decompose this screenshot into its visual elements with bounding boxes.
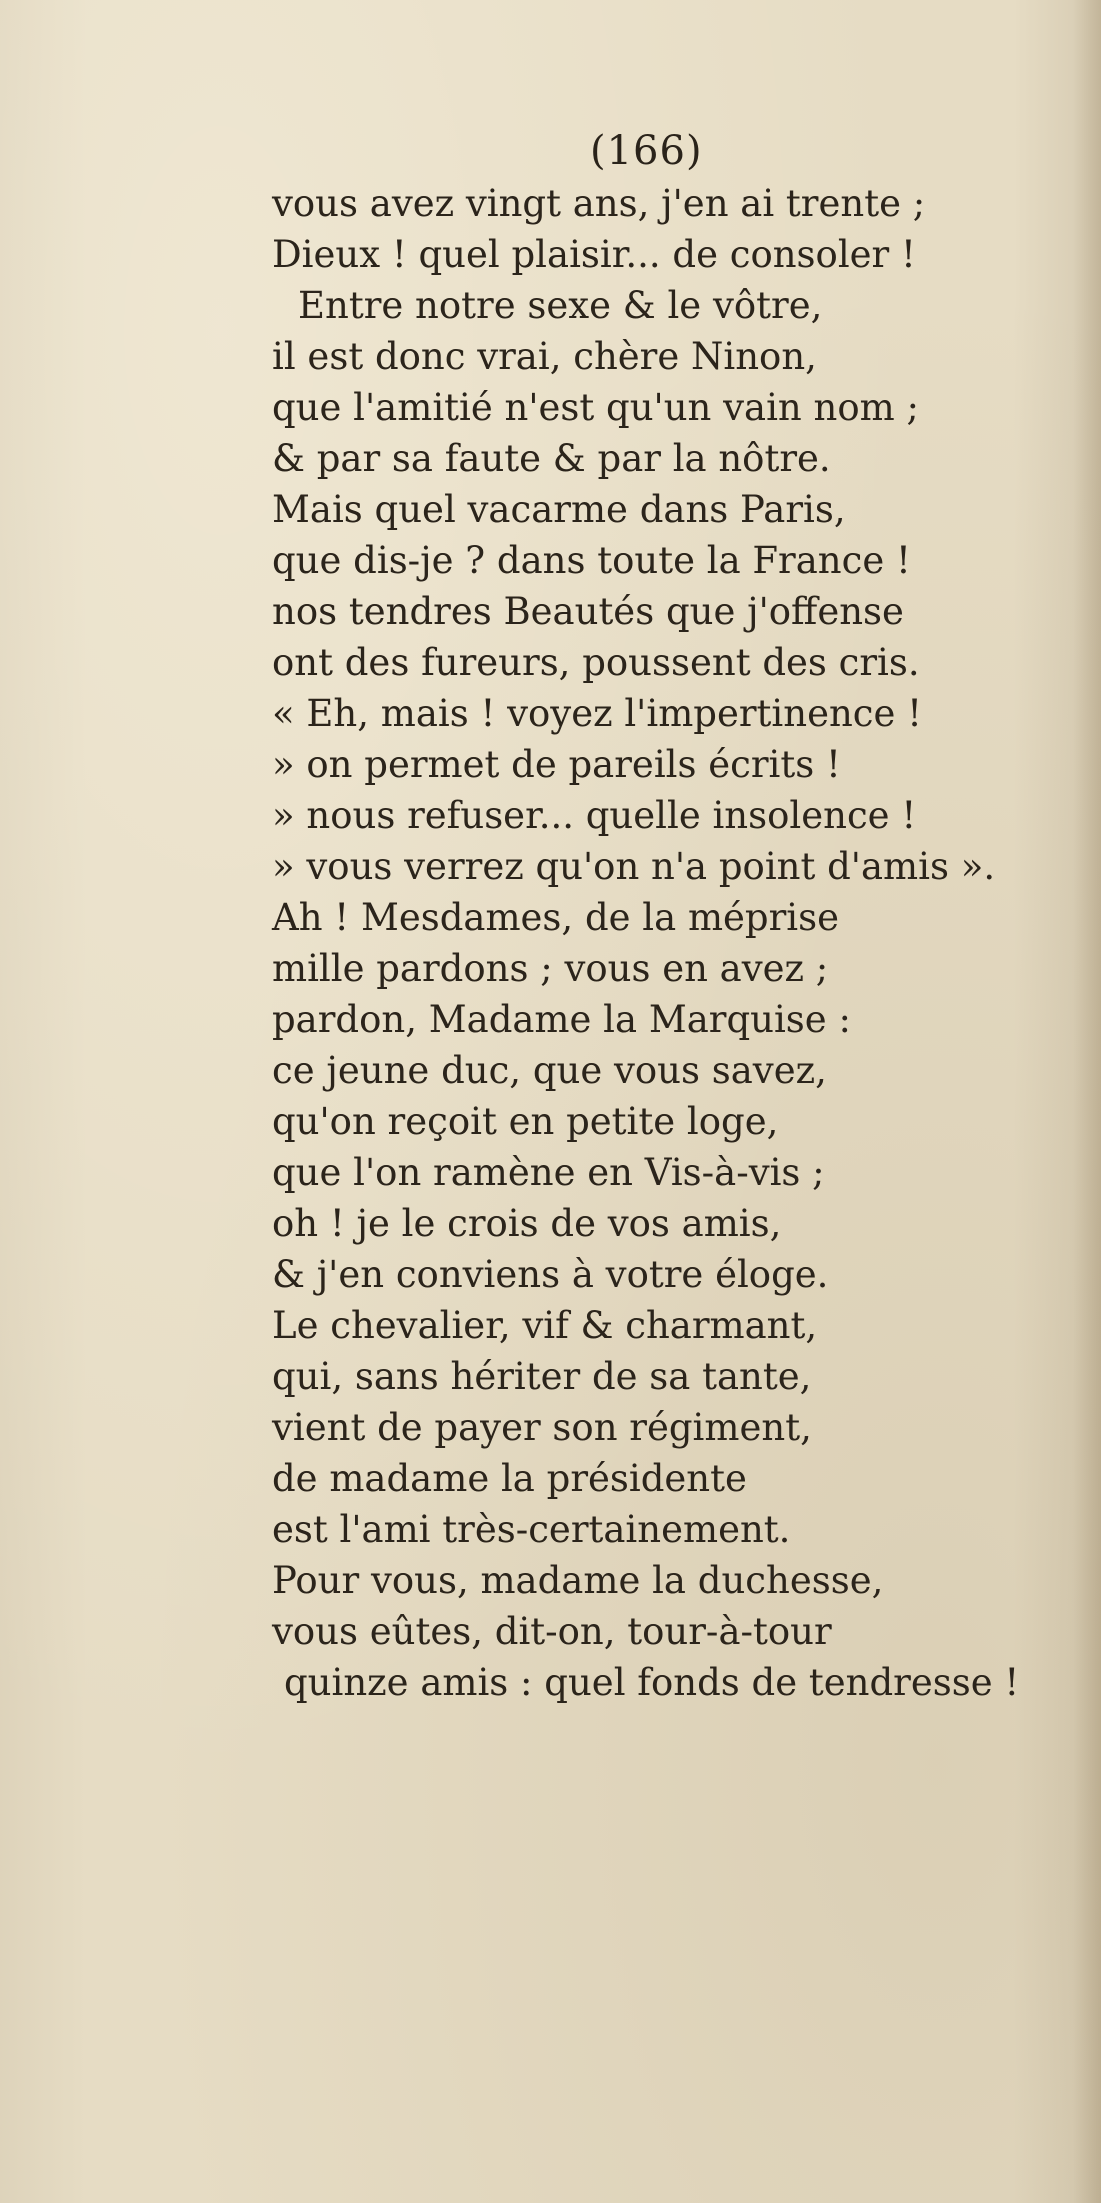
verse-line: vous avez vingt ans, j'en ai trente ; <box>272 182 926 225</box>
verse-line: vient de payer son régiment, <box>272 1406 812 1449</box>
verse-line: quinze amis : quel fonds de tendresse ! <box>284 1661 1020 1704</box>
verse-line: oh ! je le crois de vos amis, <box>272 1202 782 1245</box>
verse-line: est l'ami très-certainement. <box>272 1508 791 1551</box>
verse-line: que l'amitié n'est qu'un vain nom ; <box>272 386 919 429</box>
verse-line: ce jeune duc, que vous savez, <box>272 1049 827 1092</box>
verse-line: » vous verrez qu'on n'a point d'amis ». <box>272 845 996 888</box>
verse-line: que dis-je ? dans toute la France ! <box>272 539 911 582</box>
verse-line: Ah ! Mesdames, de la méprise <box>272 896 840 939</box>
verse-line: il est donc vrai, chère Ninon, <box>272 335 817 378</box>
verse-line: » nous refuser... quelle insolence ! <box>272 794 917 837</box>
verse-line: Pour vous, madame la duchesse, <box>272 1559 884 1602</box>
verse-line: qu'on reçoit en petite loge, <box>272 1100 779 1143</box>
verse-line: pardon, Madame la Marquise : <box>272 998 851 1041</box>
verse-line: » on permet de pareils écrits ! <box>272 743 841 786</box>
verse-line: « Eh, mais ! voyez l'impertinence ! <box>272 692 923 735</box>
verse-line: & par sa faute & par la nôtre. <box>272 437 831 480</box>
verse-line: Mais quel vacarme dans Paris, <box>272 488 846 531</box>
verse-line: & j'en conviens à votre éloge. <box>272 1253 829 1296</box>
verse-line: vous eûtes, dit-on, tour-à-tour <box>272 1610 832 1653</box>
page-edge-shadow <box>1073 0 1101 2203</box>
verse-line: ont des fureurs, poussent des cris. <box>272 641 920 684</box>
verse-line: Dieux ! quel plaisir... de consoler ! <box>272 233 916 276</box>
verse-line: de madame la présidente <box>272 1457 747 1500</box>
page-number: (166) <box>590 128 703 174</box>
verse-line: que l'on ramène en Vis-à-vis ; <box>272 1151 825 1194</box>
verse-line: Entre notre sexe & le vôtre, <box>298 284 823 327</box>
verse-line: Le chevalier, vif & charmant, <box>272 1304 818 1347</box>
verse-line: qui, sans hériter de sa tante, <box>272 1355 812 1398</box>
verse-line: mille pardons ; vous en avez ; <box>272 947 829 990</box>
verse-line: nos tendres Beautés que j'offense <box>272 590 904 633</box>
